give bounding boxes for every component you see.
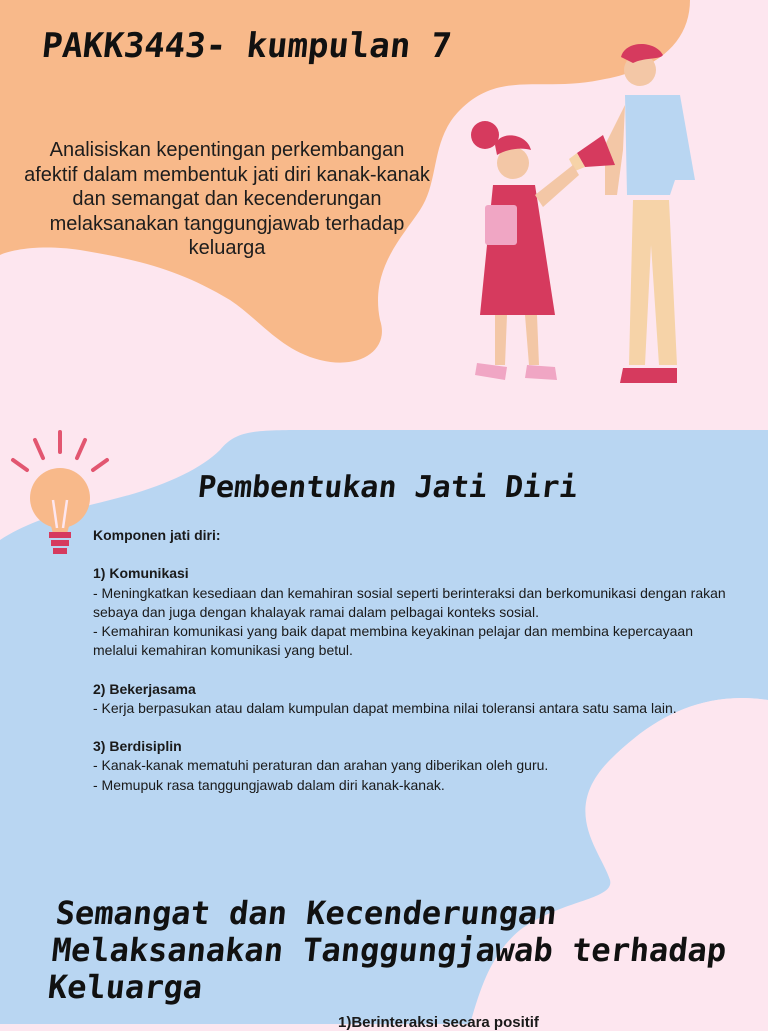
section-title-tanggungjawab — [46, 895, 732, 1006]
page-title: PAKK3443- kumpulan 7 — [39, 26, 454, 66]
item-point: - Memupuk rasa tanggungjawab dalam diri kanak-kanak. — [93, 776, 445, 793]
item-heading: 2) Bekerjasama — [93, 680, 196, 697]
item-heading: 3) Berdisiplin — [93, 738, 182, 755]
title-line: Semangat dan Kecenderungan — [53, 894, 559, 932]
item-point: - Meningkatkan kesediaan dan kemahiran sosial seperti berinteraksi dan berkomunikasi dengan rakan sebaya dan juga dengan khalayak ramai dalam pelbagai konteks sosial. — [93, 584, 726, 620]
item-point: - Kerja berpasukan atau dalam kumpulan dapat membina nilai toleransi antara satu sama lain. — [93, 699, 677, 716]
item-point: - Kemahiran komunikasi yang baik dapat membina keyakinan pelajar dan membina kepercayaan melalui kemahiran komunikasi yang betul. — [93, 623, 694, 659]
teacher-student-illustration — [455, 35, 755, 395]
section-body — [93, 526, 733, 795]
first-item-text: 1)Berinteraksi secara positif — [338, 1014, 539, 1031]
components-label: Komponen jati diri: — [93, 527, 221, 543]
item-heading: 1) Komunikasi — [93, 565, 189, 582]
title-line: Melaksanakan Tanggungjawab terhadap — [50, 931, 729, 969]
item-point: - Kanak-kanak mematuhi peraturan dan arahan yang diberikan oleh guru. — [93, 757, 549, 774]
intro-text: Analisiskan kepentingan perkembangan afektif dalam membentuk jati diri kanak-kanak dan semangat dan kecenderungan melaksanakan tanggungjawab terhadap keluarga — [24, 139, 430, 259]
title-line: Keluarga — [46, 968, 205, 1006]
section-title-jati-diri: Pembentukan Jati Diri — [196, 470, 580, 505]
